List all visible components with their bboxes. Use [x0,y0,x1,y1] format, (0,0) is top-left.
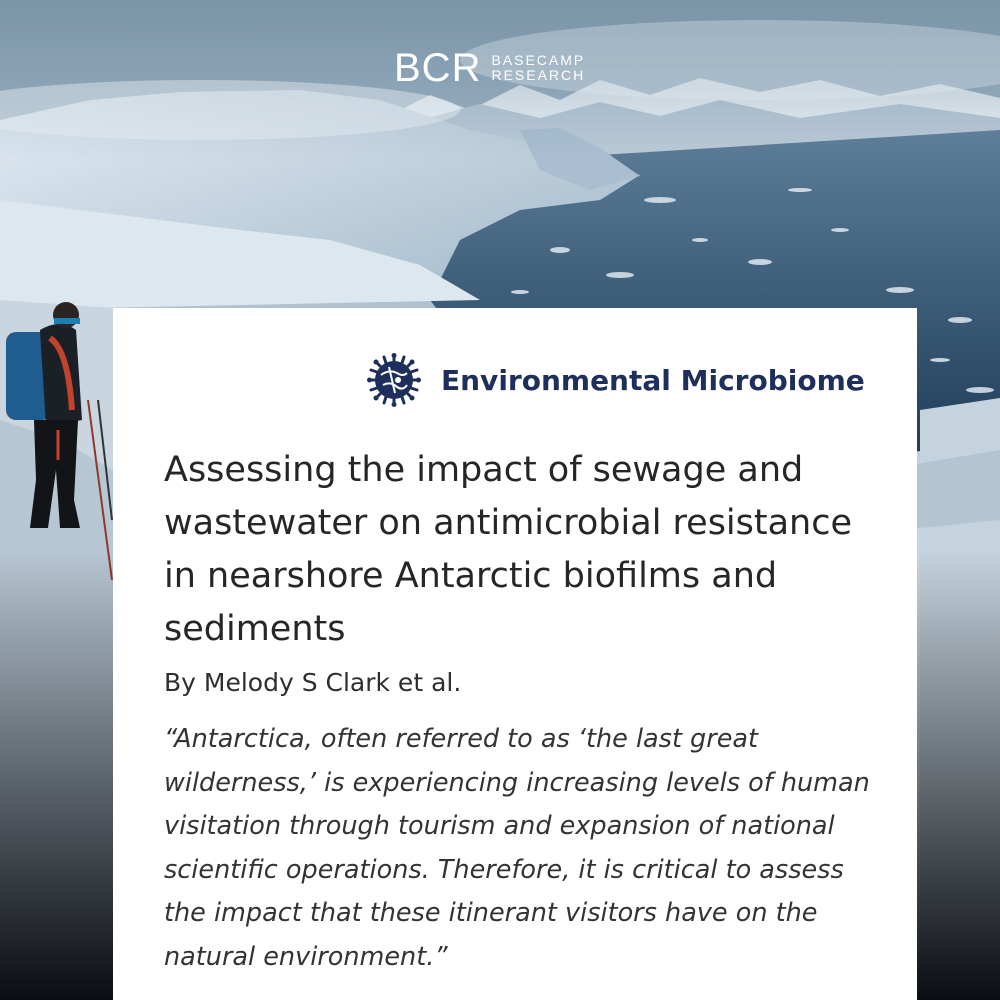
brand-word-line1: BASECAMP [491,52,586,68]
brand-mark: BCR [394,46,482,90]
article-card [113,308,917,1000]
article-quote: “Antarctica, often referred to as ‘the last great wilderness,’ is experiencing increasing levels of human visitation through tourism and expansion of national scientific operations. Therefore, it is critical to assess the impact that these itinerant visitors have on the natural environment.” [164,724,870,972]
brand-word-line2: RESEARCH [491,67,586,83]
basecamp-research-logo [394,48,585,88]
brand-wordmark [491,53,585,83]
article-authors: By Melody S Clark et al. [164,668,462,697]
article-title: Assessing the impact of sewage and wastewater on antimicrobial resistance in nearshore Antarctic biofilms and sediments [164,450,853,649]
microbe-globe-icon [367,353,421,407]
journal-header [367,352,865,408]
journal-name: Environmental Microbiome [441,363,865,397]
